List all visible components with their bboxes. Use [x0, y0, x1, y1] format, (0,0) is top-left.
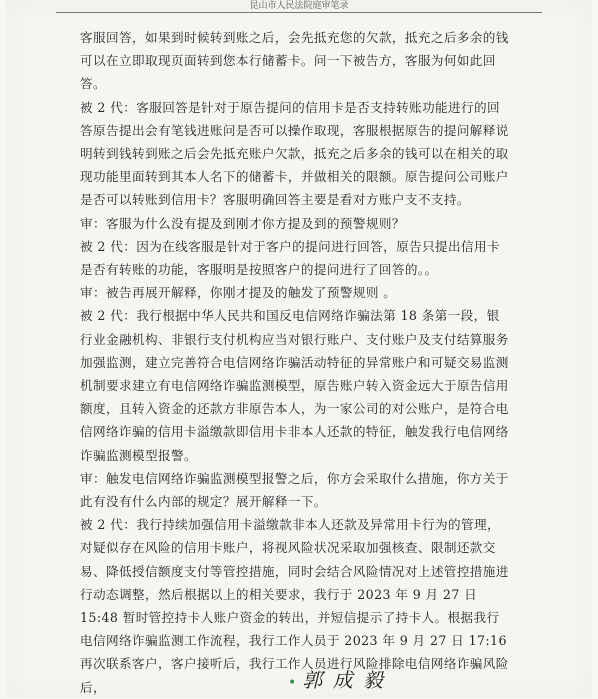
paragraph-5: 审：被告再展开解释，你刚才提及的触发了预警规则 。: [80, 285, 397, 301]
paragraph-6: 被 2 代：我行根据中华人民共和国反电信网络诈骗法第 18 条第一段，银行业金融机构、非银行支付机构应当对银行账户、支付账户及支付结算服务加强监测，建立完善符合电信网络诈骗活动特征的异常账户和可疑交易监测机制要求建立有电信网络诈骗监测模型，原告账户转入资金远大于原告信用额度，且转入资金的还款方非原告本人，为一家公司的对公账户，是符合电信网络诈骗的信用卡溢缴款即信用卡非本人还款的特征，触发我行电信网络诈骗监测模型报警。: [80, 308, 509, 463]
page-header: 昆山市人民法院庭审笔录: [249, 1, 349, 11]
paragraph-1: 客服回答，如果到时候转到账之后，会先抵充您的欠款，抵充之后多余的钱可以在立即取现页面转到您本行储蓄卡。问一下被告方，客服为何如此回答。: [80, 30, 509, 92]
document-page: [6, 0, 592, 698]
paragraph-8: 被 2 代：我行持续加强信用卡溢缴款非本人还款及异常用卡行为的管理，对疑似存在风险的信用卡账户，将视风险状况采取加强核查、限制还款交易、降低授信额度支付等管控措施，同时会结合风险情况对上述管控措施进行动态调整，然后根据以上的相关要求，我行于 2023 年 9 月 27 日 15:48 暂时管控持卡人账户资金的转出，并短信提示了持卡人。根据我行电信网络诈骗监测工作流程，我行工作人员于 2023 年 9 月 27 日 17:16 再次联系客户，客户接听后，我行工作人员进行风险排除电信网络诈骗风险后，: [80, 517, 509, 695]
signature-mark: •: [288, 675, 299, 691]
signature: [288, 664, 385, 693]
paragraph-7: 审：触发电信网络诈骗监测模型报警之后，你方会采取什么措施，你方关于此有没有什么内部的规定？展开解释一下。: [80, 470, 509, 510]
paragraph-4: 被 2 代：因为在线客服是针对于客户的提问进行回答，原告只提出信用卡是否有转账的功能，客服明是按照客户的提问进行了回答的。。: [80, 238, 501, 278]
header-rule: [56, 12, 542, 13]
signature-text: 郭 成 毅: [302, 668, 385, 692]
paragraph-2: 被 2 代：客服回答是针对于原告提问的信用卡是否支持转账功能进行的回答原告提出会有笔钱进账问是否可以操作取现，客服根据原告的提问解释说明转到钱转到账之后会先抵充账户欠款，抵充之后多余的钱可以在相关的取现功能里面转到其本人名下的储蓄卡，并做相关的限额。原告提问公司账户是否可以转账到信用卡？客服明确回答主要是看对方账户支不支持。: [80, 99, 509, 208]
document-body: [80, 26, 510, 699]
paragraph-3: 审：客服为什么没有提及到刚才你方提及到的预警规则？: [80, 215, 405, 231]
